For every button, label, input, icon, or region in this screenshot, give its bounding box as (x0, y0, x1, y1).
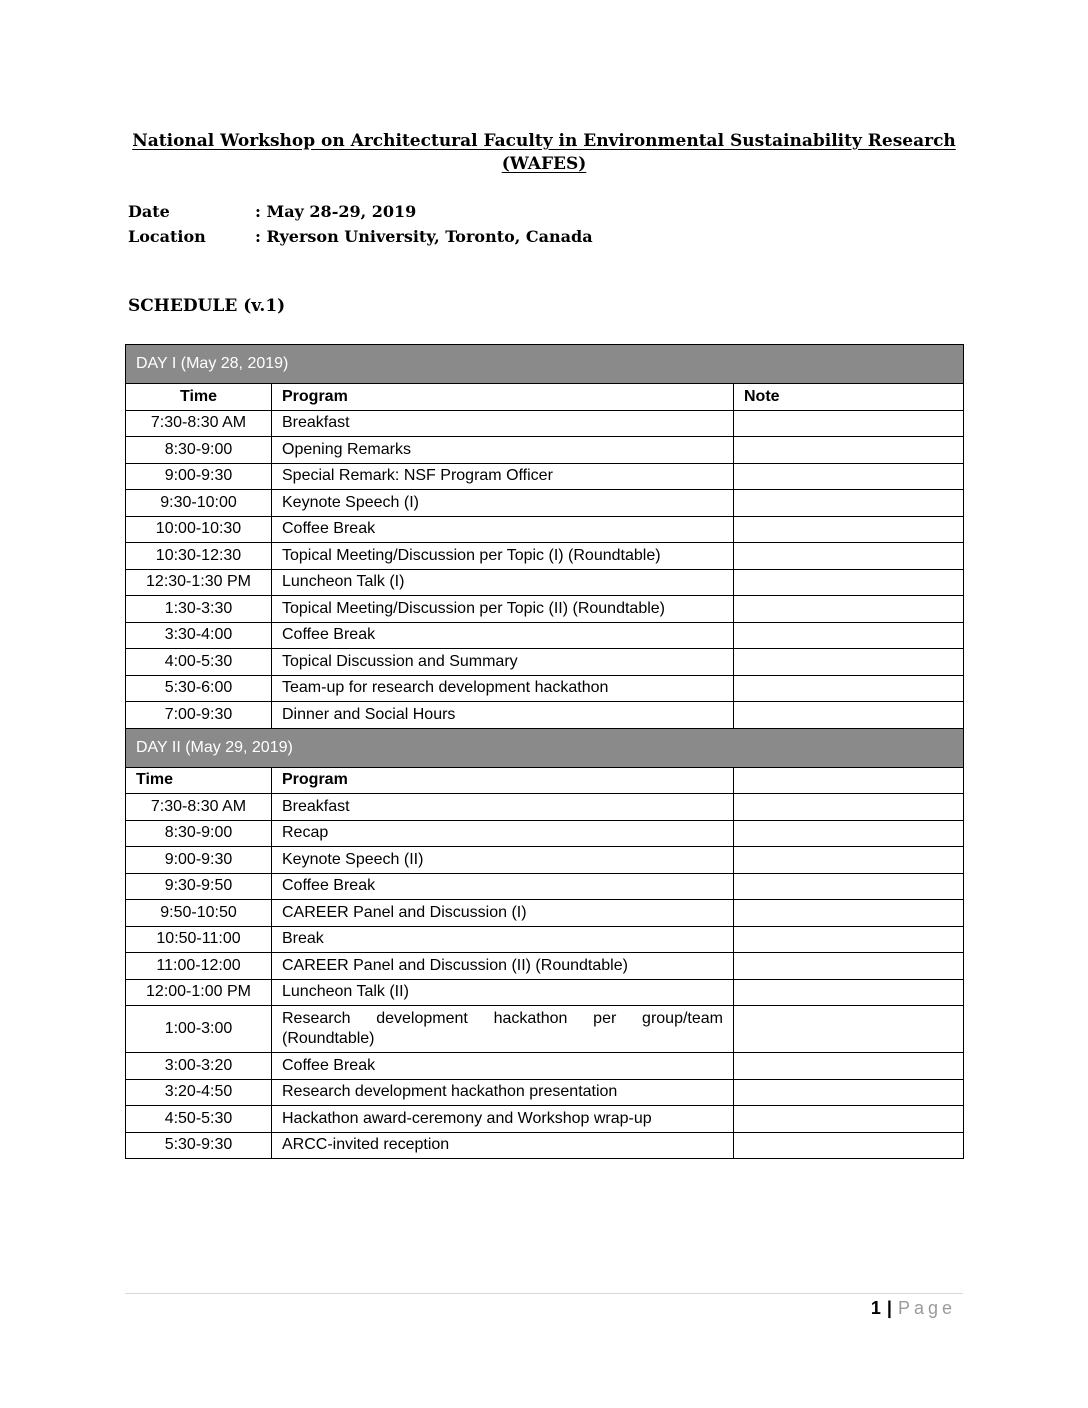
date-value: : May 28-29, 2019 (255, 202, 417, 221)
page-word: Page (897, 1298, 956, 1318)
session-time: 8:30-9:00 (126, 437, 272, 464)
session-note (734, 820, 964, 847)
session-program: Topical Discussion and Summary (272, 649, 734, 676)
date-label: Date (128, 202, 170, 221)
session-program: Topical Meeting/Discussion per Topic (I) (Roundtable) (272, 543, 734, 570)
session-time: 1:30-3:30 (126, 596, 272, 623)
session-program: Luncheon Talk (II) (272, 979, 734, 1006)
schedule-row (126, 490, 964, 517)
session-time: 10:00-10:30 (126, 516, 272, 543)
document-title: National Workshop on Architectural Faculty in Environmental Sustainability Research (132, 131, 956, 151)
session-program: Coffee Break (272, 1053, 734, 1080)
session-time: 10:30-12:30 (126, 543, 272, 570)
session-program: Coffee Break (272, 873, 734, 900)
session-note (734, 702, 964, 729)
schedule-row (126, 1006, 964, 1053)
session-time: 3:30-4:00 (126, 622, 272, 649)
schedule-row (126, 1132, 964, 1159)
location-line (128, 227, 593, 246)
footer-divider (125, 1293, 963, 1294)
day1-header-row (126, 345, 964, 384)
session-time: 1:00-3:00 (126, 1006, 272, 1053)
session-note (734, 873, 964, 900)
session-time: 7:30-8:30 AM (126, 410, 272, 437)
session-note (734, 490, 964, 517)
session-note (734, 1079, 964, 1106)
session-note (734, 794, 964, 821)
page-number: 1 (870, 1298, 881, 1318)
session-time: 12:00-1:00 PM (126, 979, 272, 1006)
session-time: 8:30-9:00 (126, 820, 272, 847)
day1-column-header-row (126, 384, 964, 411)
session-note (734, 543, 964, 570)
schedule-row (126, 794, 964, 821)
session-note (734, 622, 964, 649)
session-note (734, 900, 964, 927)
session-program: ARCC-invited reception (272, 1132, 734, 1159)
session-program: Luncheon Talk (I) (272, 569, 734, 596)
day1-col-program: Program (272, 384, 734, 411)
session-program: CAREER Panel and Discussion (II) (Roundtable) (272, 953, 734, 980)
schedule-row (126, 702, 964, 729)
day1-header: DAY I (May 28, 2019) (126, 345, 964, 384)
session-time: 3:20-4:50 (126, 1079, 272, 1106)
session-note (734, 596, 964, 623)
session-note (734, 847, 964, 874)
session-note (734, 1106, 964, 1133)
schedule-row (126, 543, 964, 570)
session-time: 9:00-9:30 (126, 463, 272, 490)
session-note (734, 979, 964, 1006)
day2-header-row (126, 728, 964, 767)
session-program: Coffee Break (272, 622, 734, 649)
session-note (734, 463, 964, 490)
page-footer (871, 1298, 956, 1319)
day2-col-note (734, 767, 964, 794)
schedule-row (126, 1053, 964, 1080)
session-program: Coffee Break (272, 516, 734, 543)
session-program: Breakfast (272, 410, 734, 437)
schedule-row (126, 820, 964, 847)
schedule-row (126, 649, 964, 676)
session-note (734, 437, 964, 464)
session-note (734, 1006, 964, 1053)
schedule-heading: SCHEDULE (v.1) (128, 296, 286, 316)
schedule-body (126, 345, 964, 1159)
day2-header: DAY II (May 29, 2019) (126, 728, 964, 767)
schedule-row (126, 463, 964, 490)
page-separator: | (886, 1298, 892, 1318)
session-program: Keynote Speech (II) (272, 847, 734, 874)
schedule-row (126, 596, 964, 623)
day1-col-time: Time (126, 384, 272, 411)
session-program: Research development hackathon presentation (272, 1079, 734, 1106)
session-note (734, 649, 964, 676)
schedule-row (126, 675, 964, 702)
location-label: Location (128, 227, 206, 246)
session-note (734, 410, 964, 437)
session-program: Hackathon award-ceremony and Workshop wrap-up (272, 1106, 734, 1133)
document-title-acronym: (WAFES) (501, 154, 587, 174)
session-time: 10:50-11:00 (126, 926, 272, 953)
session-note (734, 1053, 964, 1080)
schedule-table (125, 344, 964, 1159)
schedule-row (126, 569, 964, 596)
session-program: Research development hackathon per group/team (Roundtable) (272, 1006, 734, 1053)
session-time: 3:00-3:20 (126, 1053, 272, 1080)
session-note (734, 1132, 964, 1159)
session-time: 4:00-5:30 (126, 649, 272, 676)
session-time: 9:00-9:30 (126, 847, 272, 874)
session-time: 7:30-8:30 AM (126, 794, 272, 821)
session-program: Topical Meeting/Discussion per Topic (II) (Roundtable) (272, 596, 734, 623)
session-note (734, 675, 964, 702)
session-program: Keynote Speech (I) (272, 490, 734, 517)
schedule-row (126, 516, 964, 543)
schedule-row (126, 926, 964, 953)
session-program: Breakfast (272, 794, 734, 821)
session-time: 12:30-1:30 PM (126, 569, 272, 596)
session-program: Break (272, 926, 734, 953)
day2-col-time: Time (126, 767, 272, 794)
session-program: Special Remark: NSF Program Officer (272, 463, 734, 490)
session-program: Dinner and Social Hours (272, 702, 734, 729)
session-time: 4:50-5:30 (126, 1106, 272, 1133)
location-value: : Ryerson University, Toronto, Canada (255, 227, 593, 246)
schedule-row (126, 1106, 964, 1133)
schedule-row (126, 953, 964, 980)
session-time: 11:00-12:00 (126, 953, 272, 980)
session-program: Opening Remarks (272, 437, 734, 464)
session-note (734, 569, 964, 596)
session-time: 9:30-10:00 (126, 490, 272, 517)
schedule-row (126, 622, 964, 649)
schedule-row (126, 1079, 964, 1106)
schedule-row (126, 979, 964, 1006)
session-time: 9:30-9:50 (126, 873, 272, 900)
schedule-row (126, 410, 964, 437)
session-note (734, 516, 964, 543)
session-note (734, 926, 964, 953)
session-program: Recap (272, 820, 734, 847)
day2-col-program: Program (272, 767, 734, 794)
session-program: Team-up for research development hackathon (272, 675, 734, 702)
schedule-row (126, 873, 964, 900)
schedule-row (126, 847, 964, 874)
session-note (734, 953, 964, 980)
schedule-row (126, 437, 964, 464)
session-time: 7:00-9:30 (126, 702, 272, 729)
date-line (128, 202, 416, 221)
session-time: 5:30-6:00 (126, 675, 272, 702)
day2-column-header-row (126, 767, 964, 794)
session-program: CAREER Panel and Discussion (I) (272, 900, 734, 927)
schedule-row (126, 900, 964, 927)
session-time: 5:30-9:30 (126, 1132, 272, 1159)
session-time: 9:50-10:50 (126, 900, 272, 927)
day1-col-note: Note (734, 384, 964, 411)
